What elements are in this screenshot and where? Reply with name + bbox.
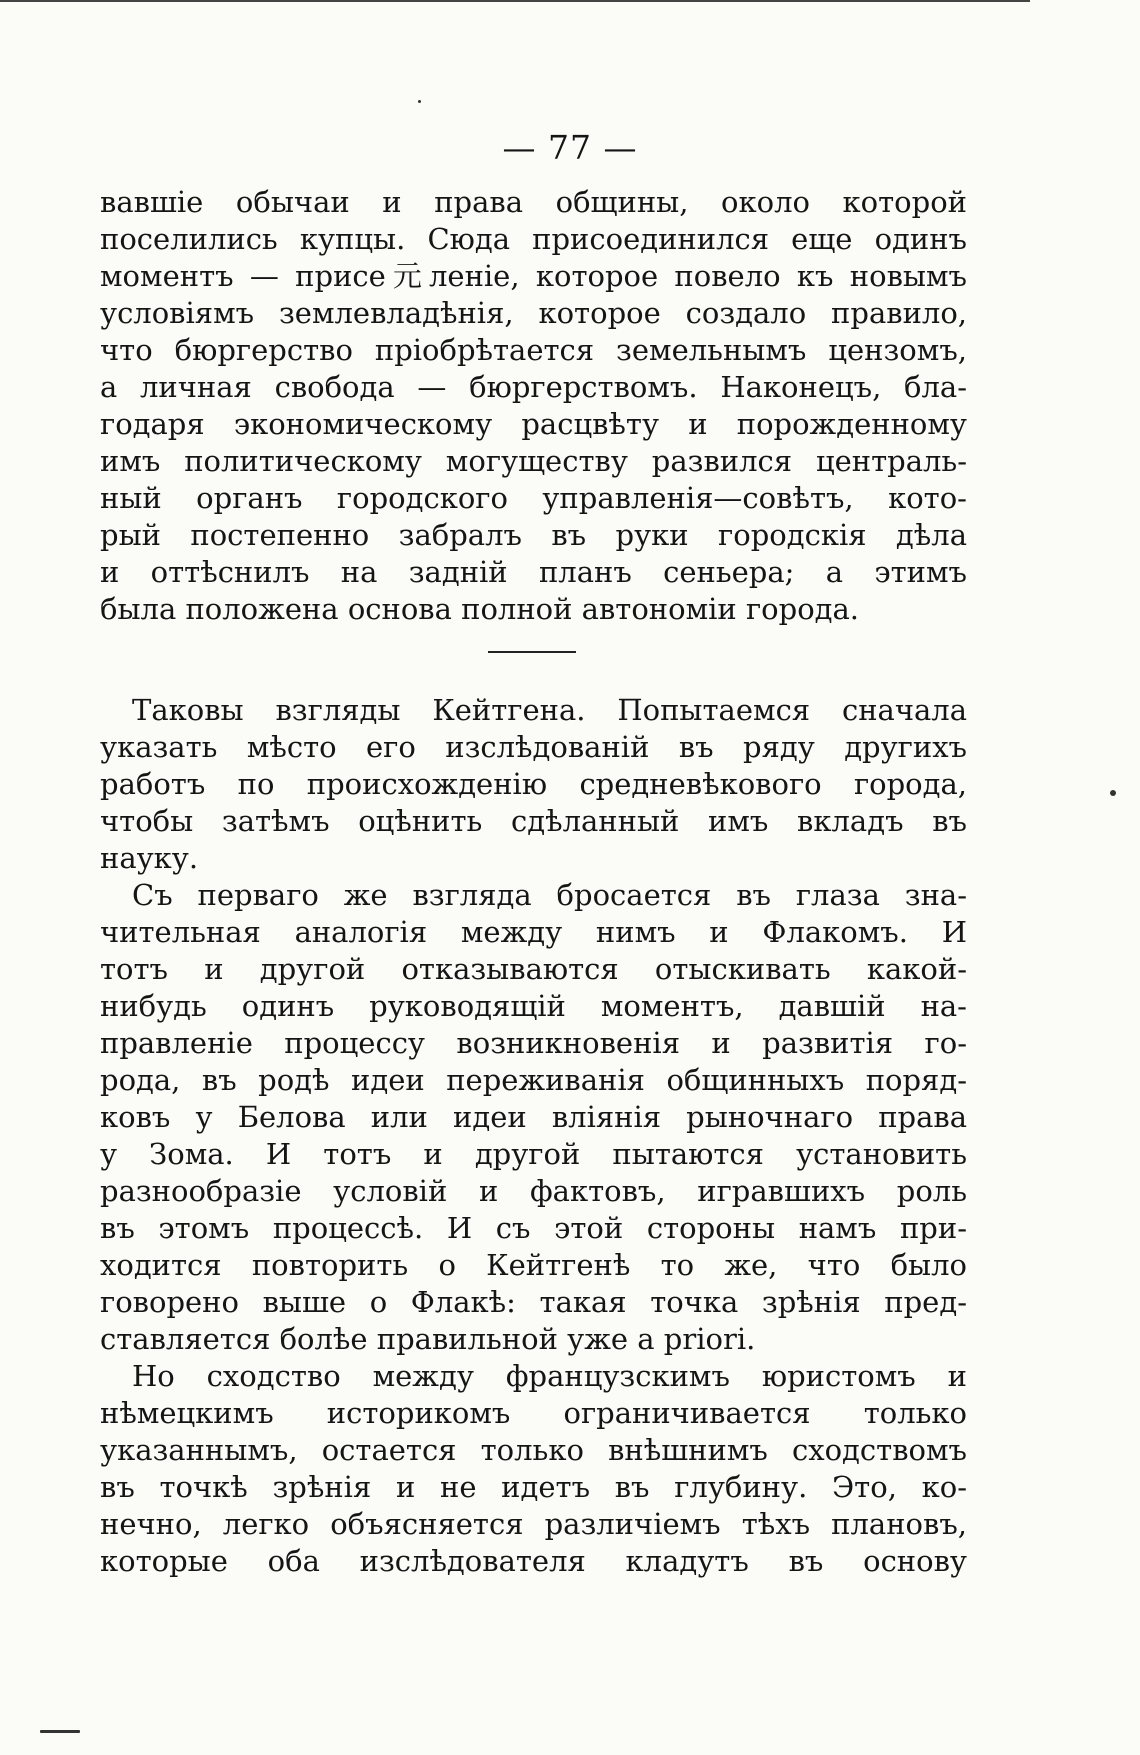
text-line: а личная свобода — бюргерствомъ. Наконецъ, бла- — [100, 370, 967, 404]
text-line: что бюргерство пріобрѣтается земельнымъ цензомъ, — [100, 333, 967, 367]
paragraph-difference — [100, 1358, 967, 1580]
text-line: нибудь одинъ руководящій моментъ, давшій на- — [100, 989, 967, 1023]
text-line: Но сходство между французскимъ юристомъ и — [132, 1359, 967, 1393]
text-line: поселились купцы. Сюда присоединился еще одинъ — [100, 222, 967, 256]
text-line: условіямъ землевладѣнія, которое создало правило, — [100, 296, 967, 330]
text-line: указаннымъ, остается только внѣшнимъ сходствомъ — [100, 1433, 967, 1467]
paragraph-intro — [100, 692, 967, 877]
scan-speck — [1110, 790, 1116, 796]
paragraph-continuation — [100, 184, 967, 628]
text-line: говорено выше о Флакѣ: такая точка зрѣнія пред- — [100, 1285, 967, 1319]
text-line: нечно, легко объясняется различіемъ тѣхъ плановъ, — [100, 1507, 967, 1541]
text-line: въ точкѣ зрѣнія и не идетъ въ глубину. Это, ко- — [100, 1470, 967, 1504]
text-line: вавшіе обычаи и права общины, около которой — [100, 185, 967, 219]
text-line: въ этомъ процессѣ. И съ этой стороны намъ при- — [100, 1211, 967, 1245]
top-scan-border — [0, 0, 1030, 2]
text-line: науку. — [100, 841, 199, 875]
text-line: и оттѣснилъ на задній планъ сеньера; а этимъ — [100, 555, 967, 589]
text-line: ный органъ городского управленія—совѣтъ, кото- — [100, 481, 967, 515]
text-line: была положена основа полной автономіи города. — [100, 592, 860, 626]
text-line: ходится повторить о Кейтгенѣ то же, что было — [100, 1248, 967, 1282]
scan-speck — [40, 1730, 80, 1733]
text-line: рый постепенно забралъ въ руки городскія дѣла — [100, 518, 967, 552]
text-line: моментъ — присе元леніе, которое повело къ новымъ — [100, 259, 967, 293]
text-line: правленіе процессу возникновенія и развитія го- — [100, 1026, 967, 1060]
text-line: чительная аналогія между нимъ и Флакомъ. И — [100, 915, 967, 949]
text-line: ковъ у Белова или идеи вліянія рыночнаго права — [100, 1100, 967, 1134]
text-line: Таковы взгляды Кейтгена. Попытаемся сначала — [132, 693, 967, 727]
text-line: имъ политическому могуществу развился централь- — [100, 444, 967, 478]
text-line: работъ по происхожденію средневѣкового города, — [100, 767, 967, 801]
page-number: — 77 — — [502, 128, 638, 167]
section-divider — [488, 651, 576, 653]
text-line: у Зома. И тотъ и другой пытаются установить — [100, 1137, 967, 1171]
text-line: чтобы затѣмъ оцѣнить сдѣланный имъ вкладъ въ — [100, 804, 967, 838]
text-line: нѣмецкимъ историкомъ ограничивается только — [100, 1396, 967, 1430]
text-line: ставляется болѣе правильной уже a priori. — [100, 1322, 756, 1356]
text-line: разнообразіе условій и фактовъ, игравшихъ роль — [100, 1174, 967, 1208]
text-line: тотъ и другой отказываются отыскивать какой- — [100, 952, 967, 986]
text-line: годаря экономическому расцвѣту и порожденному — [100, 407, 967, 441]
paragraph-comparison — [100, 877, 967, 1358]
text-line: Съ перваго же взгляда бросается въ глаза зна- — [132, 878, 967, 912]
text-line: рода, въ родѣ идеи переживанія общинныхъ поряд- — [100, 1063, 967, 1097]
text-line: указать мѣсто его изслѣдованій въ ряду другихъ — [100, 730, 967, 764]
scan-speck — [418, 100, 421, 103]
text-line: которые оба изслѣдователя кладутъ въ основу — [100, 1544, 967, 1578]
